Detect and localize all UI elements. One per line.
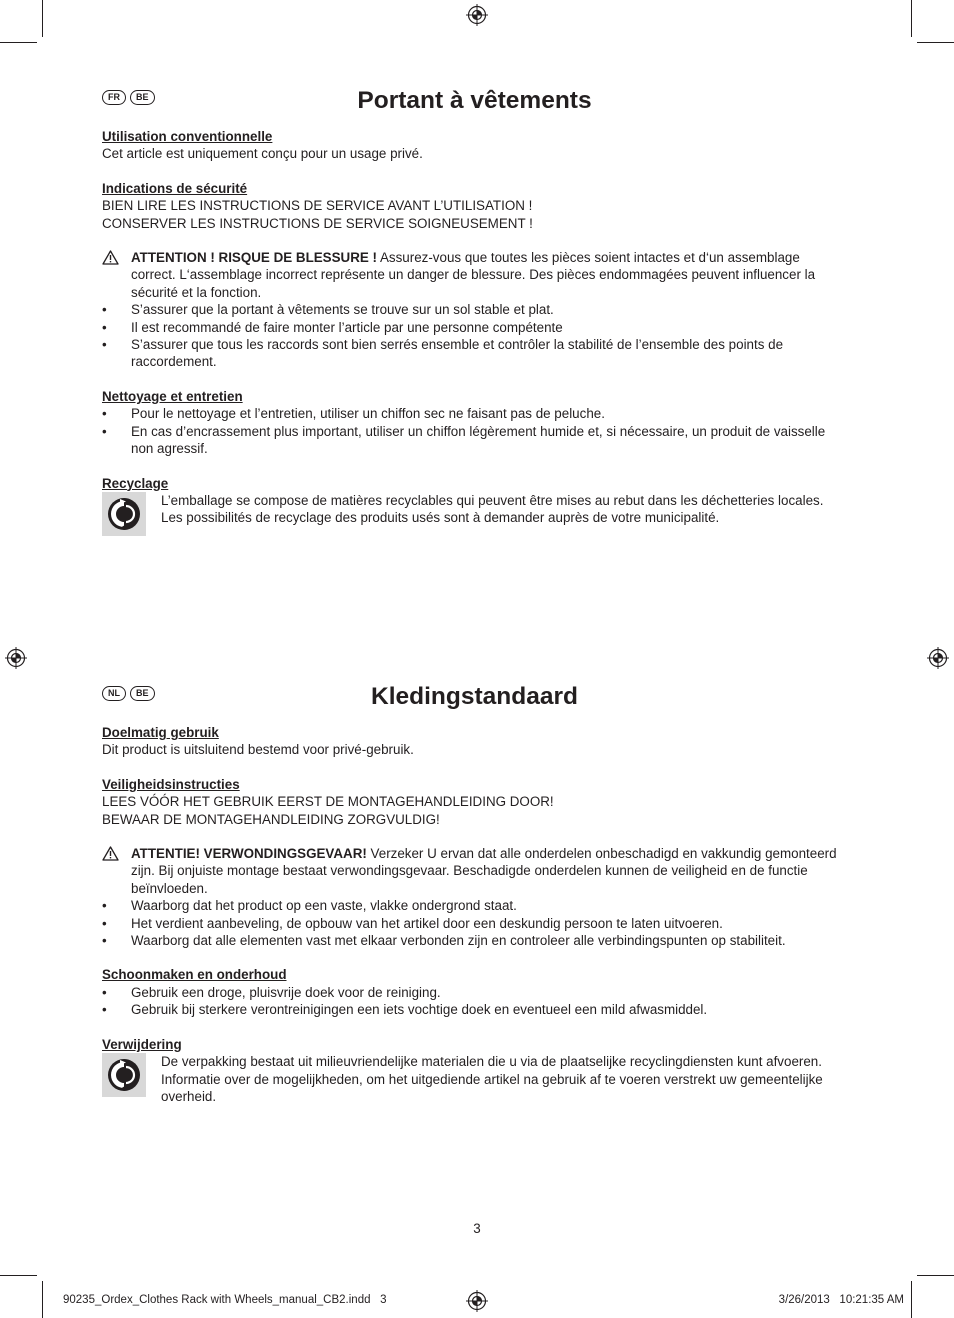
crop-mark [917, 42, 954, 43]
page-title: Portant à vêtements [357, 87, 592, 114]
list-item: • Gebruik bij sterkere verontreinigingen een iets vochtige doek en eventueel een mild afwasmiddel. [102, 1001, 847, 1018]
section-heading: Indications de sécurité [102, 180, 248, 196]
registration-mark-icon [466, 1290, 488, 1312]
list-item: • Het verdient aanbeveling, de opbouw van het artikel door een deskundig persoon te laten uitvoeren. [102, 915, 847, 932]
crop-mark [911, 1281, 912, 1318]
crop-mark [0, 1275, 37, 1276]
slug-filename: 90235_Ordex_Clothes Rack with Wheels_manual_CB2.indd 3 [63, 1294, 387, 1306]
bullet-list [102, 405, 847, 457]
green-dot-recycling-icon [102, 1053, 146, 1097]
list-item: • Il est recommandé de faire monter l’article par une personne compétente [102, 319, 847, 336]
page-title: Kledingstandaard [371, 683, 578, 710]
crop-mark [911, 0, 912, 37]
language-badge: FR [102, 90, 126, 105]
crop-mark [42, 1281, 43, 1318]
crop-mark [917, 1275, 954, 1276]
slug-timestamp: 3/26/2013 10:21:35 AM [778, 1294, 904, 1306]
language-badges [102, 686, 155, 701]
section-heading: Recyclage [102, 475, 169, 491]
list-item: • S’assurer que la portant à vêtements se trouve sur un sol stable et plat. [102, 301, 847, 318]
paragraph: BEWAAR DE MONTAGEHANDLEIDING ZORGVULDIG! [102, 811, 440, 827]
list-item: • En cas d’encrassement plus important, utiliser un chiffon légèrement humide et, si nécessaire, un produit de vaisselle non agressif. [102, 423, 847, 458]
page-number: 3 [473, 1221, 481, 1236]
section-heading: Utilisation conventionnelle [102, 129, 273, 144]
warning-text: Verzeker U ervan dat alle onderdelen onbeschadigd en vakkundig gemonteerd zijn. Bij onjuiste montage bestaat verwondingsgevaar. Beschadigde onderdelen kunnen de veiligheid en de functie beïnvloeden. [131, 846, 837, 896]
paragraph: BIEN LIRE LES INSTRUCTIONS DE SERVICE AVANT L’UTILISATION ! [102, 198, 533, 214]
list-item: • S’assurer que tous les raccords sont bien serrés ensemble et contrôler la stabilité de l’ensemble des points de raccordement. [102, 336, 847, 371]
paragraph: Les possibilités de recyclage des produits usés sont à demander auprès de votre municipalité. [161, 510, 720, 526]
section-fr [102, 86, 847, 536]
paragraph: L’emballage se compose de matières recyclables qui peuvent être mises au rebut dans les déchetteries locales. [161, 492, 824, 508]
language-badge: BE [130, 686, 155, 701]
list-item: • Gebruik een droge, pluisvrije doek voor de reiniging. [102, 984, 847, 1001]
bullet-list [102, 301, 847, 371]
registration-mark-icon [466, 4, 488, 26]
paragraph: LEES VÓÓR HET GEBRUIK EERST DE MONTAGEHANDLEIDING DOOR! [102, 794, 554, 810]
warning-icon [102, 250, 119, 265]
paragraph: Informatie over de mogelijkheden, om het uitgediende artikel na gebruik af te voeren verstrekt uw gemeentelijke overheid. [161, 1071, 823, 1104]
section-heading: Verwijdering [102, 1036, 182, 1052]
bullet-list [102, 897, 847, 949]
language-badge: BE [130, 90, 155, 105]
warning-block [102, 845, 847, 897]
warning-icon [102, 846, 119, 861]
list-item: • Waarborg dat het product op een vaste, vlakke ondergrond staat. [102, 897, 847, 914]
paragraph: Dit product is uitsluitend bestemd voor privé-gebruik. [102, 742, 414, 758]
list-item: • Pour le nettoyage et l’entretien, utiliser un chiffon sec ne faisant pas de peluche. [102, 405, 847, 422]
section-heading: Veiligheidsinstructies [102, 776, 240, 792]
section-heading: Nettoyage et entretien [102, 388, 243, 404]
language-badge: NL [102, 686, 126, 701]
section-heading: Doelmatig gebruik [102, 725, 219, 740]
paragraph: CONSERVER LES INSTRUCTIONS DE SERVICE SOIGNEUSEMENT ! [102, 215, 533, 231]
recycling-block [102, 492, 847, 536]
green-dot-recycling-icon [102, 492, 146, 536]
paragraph: Cet article est uniquement conçu pour un usage privé. [102, 146, 423, 162]
warning-text: Assurez-vous que toutes les pièces soient intactes et d‘un assemblage correct. L‘assemblage incorrect représente un danger de blessure. Des pièces endommagées peuvent influencer la sécurité et la fonction. [131, 250, 816, 300]
bullet-list [102, 984, 847, 1019]
warning-label: ATTENTION ! RISQUE DE BLESSURE ! [131, 250, 377, 266]
section-heading: Schoonmaken en onderhoud [102, 967, 287, 983]
crop-mark [0, 42, 37, 43]
paragraph: De verpakking bestaat uit milieuvriendelijke materialen die u via de plaatselijke recyclingdiensten kunt afvoeren. [161, 1054, 822, 1070]
recycling-block [102, 1053, 847, 1105]
registration-mark-icon [927, 647, 949, 669]
registration-mark-icon [5, 647, 27, 669]
section-nl [102, 682, 847, 1105]
language-badges [102, 90, 155, 105]
list-item: • Waarborg dat alle elementen vast met elkaar verbonden zijn en controleer alle verbindingspunten op stabiliteit. [102, 932, 847, 949]
crop-mark [42, 0, 43, 37]
warning-block [102, 249, 847, 301]
warning-label: ATTENTIE! VERWONDINGSGEVAAR! [131, 846, 367, 862]
